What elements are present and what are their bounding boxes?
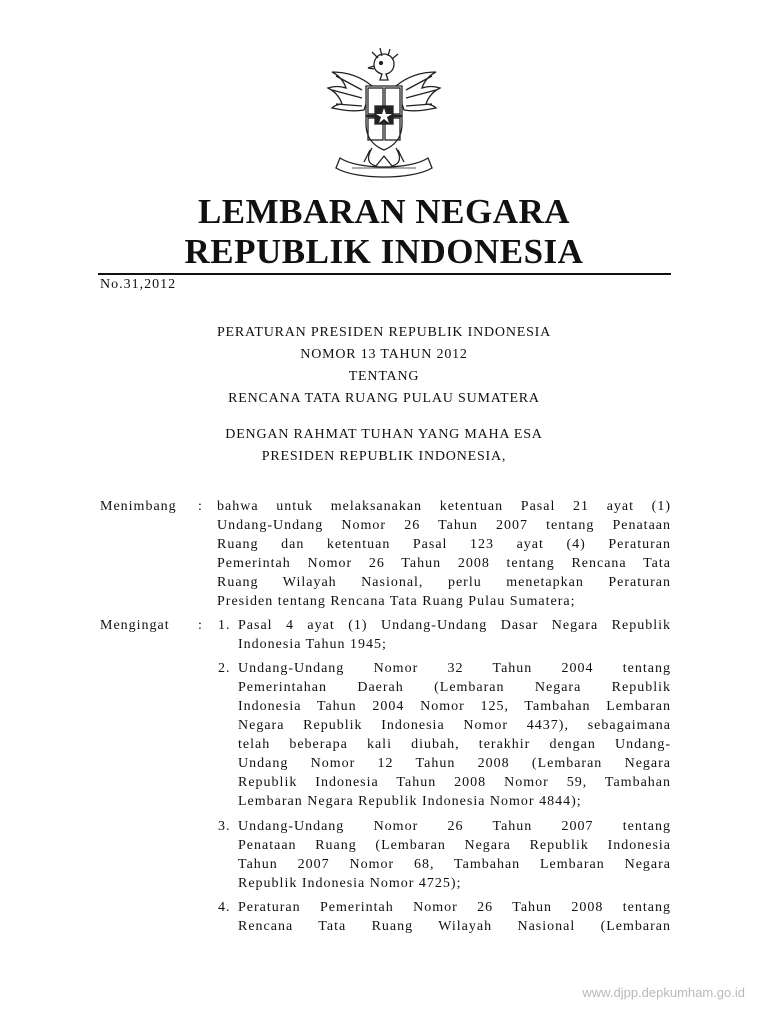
title-rule (98, 273, 671, 275)
list-item-line: Indonesia Tahun 2004 Nomor 125, Tambahan Lembaran (238, 699, 671, 714)
gazette-title: LEMBARAN NEGARA (197, 192, 571, 231)
list-item-line: Indonesia Tahun 1945; (238, 637, 387, 652)
list-item-line: Pasal 4 ayat (1) Undang-Undang Dasar Negara Republik (238, 618, 671, 633)
source-website-link[interactable]: www.djpp.depkumham.go.id (582, 985, 745, 1000)
list-item-line: Lembaran Negara Republik Indonesia Nomor 4844); (238, 794, 582, 809)
list-item-line: Pemerintahan Daerah (Lembaran Negara Republik (238, 680, 671, 695)
list-item-line: Undang Nomor 12 Tahun 2008 (Lembaran Negara (238, 756, 671, 771)
list-item-line: Negara Republik Indonesia Nomor 4437), sebagaimana (238, 718, 671, 733)
list-item-line: Republik Indonesia Tahun 2008 Nomor 59, Tambahan (238, 775, 671, 790)
regulation-number: NOMOR 13 TAHUN 2012 (300, 347, 468, 362)
list-item-line: Peraturan Pemerintah Nomor 26 Tahun 2008 tentang (238, 900, 671, 915)
menimbang-line: Presiden tentang Rencana Tata Ruang Pulau Sumatera; (217, 594, 576, 609)
list-item-number: 4. (218, 900, 231, 915)
menimbang-line: Ruang dan ketentuan Pasal 123 ayat (4) Peraturan (217, 537, 671, 552)
gazette-number: No.31,2012 (100, 277, 177, 292)
regulation-tentang: TENTANG (348, 369, 420, 384)
menimbang-line: Pemerintah Nomor 26 Tahun 2008 tentang Rencana Tata (217, 556, 671, 571)
list-item-number: 2. (218, 661, 231, 676)
menimbang-line: Ruang Wilayah Nasional, perlu menetapkan Peraturan (217, 575, 671, 590)
menimbang-label: Menimbang (100, 499, 177, 514)
menimbang-colon: : (198, 499, 203, 514)
mengingat-label: Mengingat (100, 618, 170, 633)
list-item-line: Tahun 2007 Nomor 68, Tambahan Lembaran Negara (238, 857, 671, 872)
invocation: DENGAN RAHMAT TUHAN YANG MAHA ESA (225, 427, 543, 442)
menimbang-line: bahwa untuk melaksanakan ketentuan Pasal 21 ayat (1) (217, 499, 671, 514)
list-item-line: Rencana Tata Ruang Wilayah Nasional (Lembaran (238, 919, 671, 934)
gazette-title-line2: REPUBLIK INDONESIA (184, 232, 584, 271)
list-item-line: telah beberapa kali diubah, terakhir dengan Undang- (238, 737, 671, 752)
list-item-line: Republik Indonesia Nomor 4725); (238, 876, 462, 891)
regulation-subject: RENCANA TATA RUANG PULAU SUMATERA (228, 391, 540, 406)
enacting-authority: PRESIDEN REPUBLIK INDONESIA, (261, 449, 507, 464)
list-item-number: 1. (218, 618, 231, 633)
list-item-line: Penataan Ruang (Lembaran Negara Republik Indonesia (238, 838, 671, 853)
regulation-type: PERATURAN PRESIDEN REPUBLIK INDONESIA (216, 325, 552, 340)
list-item-line: Undang-Undang Nomor 26 Tahun 2007 tentang (238, 819, 671, 834)
garuda-emblem-icon (322, 46, 446, 182)
list-item-line: Undang-Undang Nomor 32 Tahun 2004 tentang (238, 661, 671, 676)
menimbang-line: Undang-Undang Nomor 26 Tahun 2007 tentang Penataan (217, 518, 671, 533)
list-item-number: 3. (218, 819, 231, 834)
mengingat-colon: : (198, 618, 203, 633)
